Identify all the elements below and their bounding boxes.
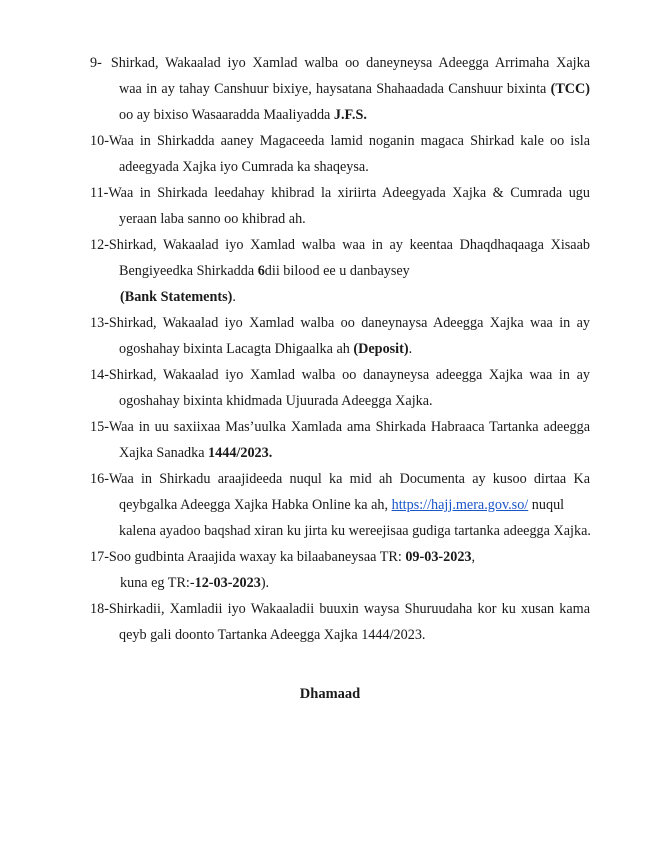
- item-9-line-3: oo ay bixiso Wasaaradda Maaliyadda J.F.S.: [119, 107, 367, 123]
- item-13-line-2: ogoshahay bixinta Lacagta Dhigaalka ah (Deposit).: [119, 341, 413, 357]
- list-item-17: [90, 544, 590, 596]
- item-12-line-1: 12-Shirkad, Wakaalad iyo Xamlad walba waa in ay keentaa Dhaqdhaqaaga Xisaab: [90, 237, 590, 253]
- item-9-line-1: 9- Shirkad, Wakaalad iyo Xamlad walba oo daneyneysa Adeegga Arrimaha Xajka: [90, 55, 590, 71]
- deposit-label: (Deposit): [353, 341, 409, 357]
- item-number: 12-: [90, 237, 109, 253]
- list-item-16: [90, 466, 590, 544]
- jfs-label: J.F.S.: [333, 107, 367, 123]
- start-date: 09-03-2023: [405, 549, 472, 565]
- list-item-12: [90, 232, 590, 310]
- item-number: 11-: [90, 185, 109, 201]
- item-number: 15-: [90, 419, 109, 435]
- hajj-portal-link[interactable]: https://hajj.mera.gov.so/: [391, 497, 529, 513]
- item-number: 10-: [90, 133, 109, 149]
- item-16-line-3: kalena ayadoo baqshad xiran ku jirta ku wereejisaa gudiga tartanka adeegga Xajka.: [119, 523, 591, 539]
- bank-statements-label: (Bank Statements): [120, 289, 233, 305]
- list-item-18: [90, 596, 590, 648]
- list-item-10: [90, 128, 590, 180]
- year-label: 1444/2023.: [208, 445, 273, 461]
- item-11-line-2: yeraan laba sanno oo khibrad ah.: [119, 211, 306, 227]
- item-18-line-1: 18-Shirkadii, Xamladii iyo Wakaaladii buuxin waysa Shuruudaha kor ku xusan kama: [90, 601, 590, 617]
- list-item-15: [90, 414, 590, 466]
- list-item-11: [90, 180, 590, 232]
- item-14-line-1: 14-Shirkad, Wakaalad iyo Xamlad walba oo danayneysa adeegga Xajka waa in ay: [90, 367, 590, 383]
- end-date: 12-03-2023: [194, 575, 261, 591]
- item-15-line-1: 15-Waa in uu saxiixaa Mas’uulka Xamlada ama Shirkada Habraaca Tartanka adeegga: [90, 419, 590, 435]
- item-number: 14-: [90, 367, 109, 383]
- item-13-line-1: 13-Shirkad, Wakaalad iyo Xamlad walba oo daneynaysa Adeegga Xajka waa in ay: [90, 315, 590, 331]
- document-end-title: Dhamaad: [299, 686, 361, 702]
- item-10-line-1: 10-Waa in Shirkadda aaney Magaceeda lamid noganin magaca Shirkad kale oo isla: [90, 133, 590, 149]
- tcc-label: (TCC): [550, 81, 590, 97]
- item-15-line-2: Xajka Sanadka 1444/2023.: [119, 445, 273, 461]
- item-9-line-2: waa in ay tahay Canshuur bixiye, haysatana Shahaadada Canshuur bixinta (TCC): [119, 81, 590, 97]
- item-17-line-1: 17-Soo gudbinta Araajida waxay ka bilaabaneysaa TR: 09-03-2023,: [90, 549, 476, 565]
- item-16-line-2: qeybgalka Adeegga Xajka Habka Online ka ah, https://hajj.mera.gov.so/ nuqul: [119, 497, 565, 513]
- list-item-9: [90, 50, 590, 128]
- item-11-line-1: 11-Waa in Shirkada leedahay khibrad la xiriirta Adeegyada Xajka & Cumrada ugu: [90, 185, 590, 201]
- item-number: 17-: [90, 549, 109, 565]
- item-number: 16-: [90, 471, 109, 487]
- item-number: 13-: [90, 315, 109, 331]
- item-number: 18-: [90, 601, 109, 617]
- item-12-line-3: (Bank Statements).: [120, 289, 236, 305]
- item-14-line-2: ogoshahay bixinta khidmada Ujuurada Adeegga Xajka.: [119, 393, 433, 409]
- item-10-line-2: adeegyada Xajka iyo Cumrada ka shaqeysa.: [119, 159, 369, 175]
- item-18-line-2: qeyb gali doonto Tartanka Adeegga Xajka 1444/2023.: [119, 627, 426, 643]
- item-17-line-2: kuna eg TR:-12-03-2023).: [120, 575, 270, 591]
- item-12-line-2: Bengiyeedka Shirkadda 6dii bilood ee u danbaysey: [119, 263, 410, 279]
- item-16-line-1: 16-Waa in Shirkadu araajideeda nuqul ka mid ah Documenta ay kusoo dirtaa Ka: [90, 471, 590, 487]
- item-number: 9-: [90, 55, 102, 71]
- list-item-13: [90, 310, 590, 362]
- list-item-14: [90, 362, 590, 414]
